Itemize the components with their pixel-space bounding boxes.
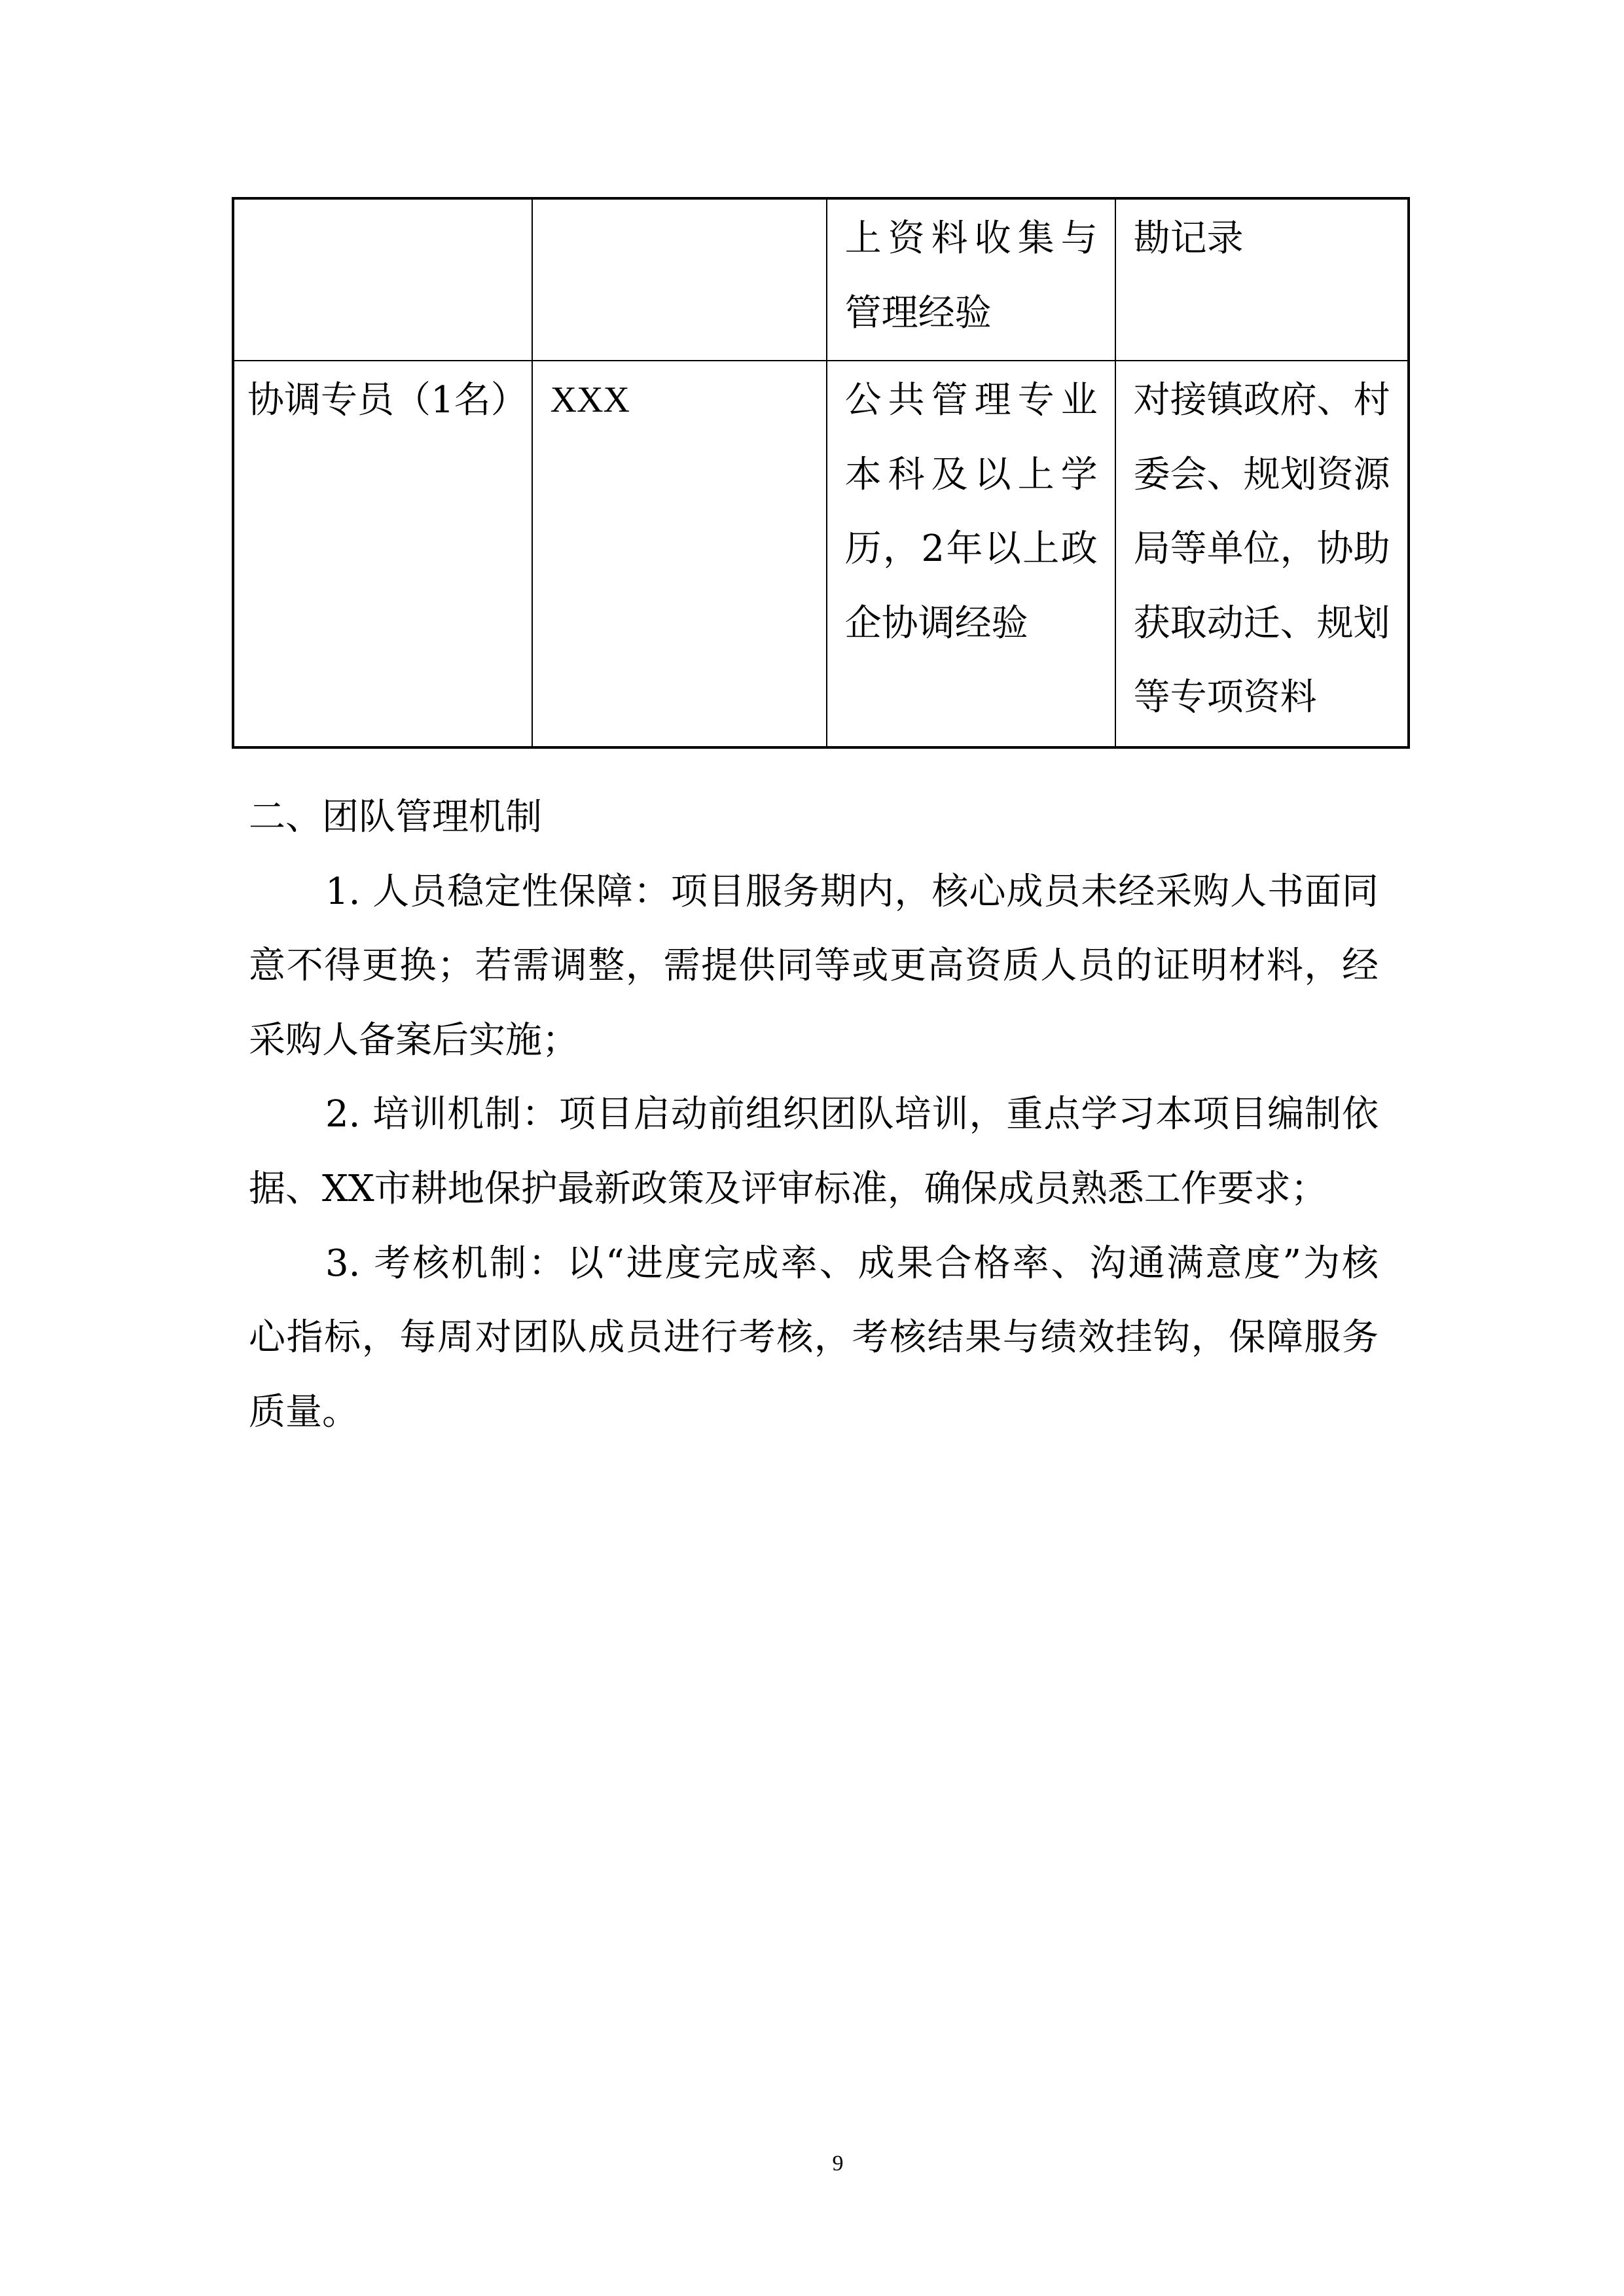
name-cell [532, 361, 827, 747]
qualification-line: 企协调经验 [844, 601, 1028, 645]
qualification-line: 本科及以上学 [844, 453, 1098, 496]
responsibility-line: 获取动迁、规划 [1133, 601, 1390, 645]
team-staff-table [232, 197, 1410, 749]
team-management-section [249, 780, 1379, 1449]
responsibility-cell [1115, 198, 1409, 361]
member-name: XXX [550, 380, 630, 420]
paragraph-assessment [249, 1227, 1379, 1450]
table-row [233, 198, 1409, 361]
paragraph-line: 采购人备案后实施； [249, 1018, 579, 1062]
paragraph-line: 心指标，每周对团队成员进行考核，考核结果与绩效挂钩，保障服务 [249, 1316, 1379, 1359]
qualification-line: 历，2年以上政 [844, 528, 1098, 571]
paragraph-line: 3. 考核机制：以“进度完成率、成果合格率、沟通满意度”为核 [325, 1242, 1379, 1285]
paragraph-line: 2. 培训机制：项目启动前组织团队培训，重点学习本项目编制依 [325, 1093, 1379, 1136]
responsibility-line: 委会、规划资源 [1133, 453, 1390, 496]
paragraph-training [249, 1077, 1379, 1226]
paragraph-line: 1. 人员稳定性保障：项目服务期内，核心成员未经采购人书面同 [325, 870, 1379, 913]
responsibility-line: 局等单位，协助 [1133, 528, 1390, 571]
qualification-cell [827, 361, 1115, 747]
role-cell [233, 361, 532, 747]
table-row [233, 361, 1409, 747]
page-number: 9 [832, 2151, 844, 2176]
responsibility-line: 勘记录 [1133, 217, 1244, 260]
role-cell [233, 198, 532, 361]
qualification-cell [827, 198, 1115, 361]
section-heading: 二、团队管理机制 [249, 796, 542, 838]
qualification-line: 管理经验 [844, 291, 992, 334]
paragraph-staff-stability [249, 855, 1379, 1078]
role-label: 协调专员（1名） [247, 379, 528, 422]
paragraph-line: 质量。 [249, 1390, 359, 1433]
responsibility-cell [1115, 361, 1409, 747]
paragraph-line: 据、XX市耕地保护最新政策及评审标准，确保成员熟悉工作要求； [249, 1167, 1327, 1210]
name-cell [532, 198, 827, 361]
qualification-line: 上资料收集与 [844, 217, 1098, 260]
responsibility-line: 等专项资料 [1133, 676, 1317, 719]
qualification-line: 公共管理专业 [844, 379, 1098, 422]
responsibility-line: 对接镇政府、村 [1133, 379, 1390, 422]
paragraph-line: 意不得更换；若需调整，需提供同等或更高资质人员的证明材料，经 [249, 944, 1379, 988]
